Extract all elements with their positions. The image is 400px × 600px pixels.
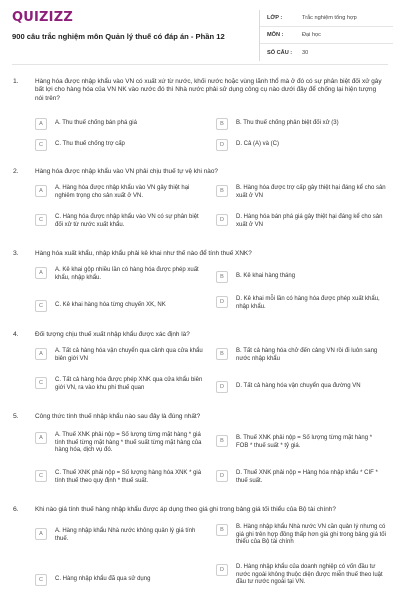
option-text: C. Hàng hóa được nhập khẩu vào VN có sự phân biệt đối xử từ nước xuất khẩu. bbox=[55, 214, 199, 228]
meta-value: 30 bbox=[302, 49, 309, 56]
meta-label: SỐ CÂU : bbox=[267, 49, 293, 56]
option-letter: D bbox=[216, 381, 228, 393]
question-number: 5. bbox=[13, 413, 19, 420]
option-letter: C bbox=[35, 377, 47, 389]
option-text: A. Thu thuế chống bán phá giá bbox=[55, 120, 137, 126]
question-text: Hàng hóa xuất khẩu, nhập khẩu phải kê khai như thế nào để tính thuế XNK? bbox=[35, 250, 252, 257]
option-a[interactable] bbox=[35, 432, 205, 455]
option-letter: B bbox=[216, 348, 228, 360]
question-number: 2. bbox=[13, 168, 19, 175]
option-text: D. Thuế XNK phải nộp = Hàng hóa nhập khẩu * CIF * thuế suất. bbox=[236, 470, 378, 484]
option-letter: A bbox=[35, 118, 47, 130]
option-letter: D bbox=[216, 564, 228, 576]
option-text: B. Hàng nhập khẩu Nhà nước VN cần quản lý nhưng có giá ghi trên hợp đồng thấp hơn giá ghi trong bảng giá tối thiểu của Bộ tài chính bbox=[236, 524, 386, 546]
option-text: C. Hàng nhập khẩu đã qua sử dụng bbox=[55, 576, 151, 582]
document-title: 900 câu trắc nghiệm môn Quản lý thuế có đáp án - Phần 12 bbox=[12, 32, 225, 41]
question-number: 4. bbox=[13, 331, 19, 338]
option-b[interactable] bbox=[216, 348, 386, 363]
option-letter: C bbox=[35, 214, 47, 226]
option-a[interactable] bbox=[35, 185, 205, 200]
question-text: Hàng hóa được nhập khẩu vào VN phải chịu thuế tự vệ khi nào? bbox=[35, 168, 218, 175]
option-text: D. Tất cả hàng hóa vận chuyển qua đường VN bbox=[236, 383, 361, 389]
option-c[interactable] bbox=[35, 470, 205, 485]
option-letter: A bbox=[35, 267, 47, 279]
option-c[interactable] bbox=[35, 377, 205, 392]
option-text: D. Kê khai mỗi lần có hàng hóa được phép xuất khẩu, nhập khẩu. bbox=[236, 296, 380, 310]
option-text: C. Kê khai hàng hóa từng chuyến XK, NK bbox=[55, 302, 166, 308]
question-number: 6. bbox=[13, 506, 19, 513]
option-text: B. Kê khai hàng tháng bbox=[236, 273, 296, 279]
question-text: Hàng hóa được nhập khẩu vào VN có xuất xứ từ nước, khối nước hoặc vùng lãnh thổ mà ở đó có sự phân biệt đối xử gây bất lợi cho hàng hóa của VN NK vào nước đó thì Nhà nước phải sử dụng công cụ nào dưới đây để chống lại hiện tượng nói trên? bbox=[35, 78, 382, 102]
option-letter: C bbox=[35, 139, 47, 151]
option-d[interactable] bbox=[216, 470, 386, 485]
option-b[interactable] bbox=[216, 524, 386, 547]
option-letter: D bbox=[216, 470, 228, 482]
option-d[interactable] bbox=[216, 296, 386, 311]
option-text: C. Thu thuế chống trợ cấp bbox=[55, 141, 125, 147]
option-letter: A bbox=[35, 528, 47, 540]
option-a[interactable] bbox=[35, 118, 205, 130]
question-number: 1. bbox=[13, 78, 19, 85]
option-letter: B bbox=[216, 271, 228, 283]
option-c[interactable] bbox=[35, 214, 205, 229]
option-letter: A bbox=[35, 432, 47, 444]
header-divider bbox=[12, 64, 388, 65]
meta-table bbox=[259, 10, 393, 61]
option-c[interactable] bbox=[35, 574, 205, 586]
meta-label: LỚP : bbox=[267, 15, 283, 21]
option-text: D. Hàng nhập khẩu của doanh nghiệp có vốn đầu tư nước ngoài không thuộc diện được miễn thuế theo luật đầu tư nước ngoài tại VN. bbox=[236, 564, 383, 586]
question-text: Công thức tính thuế nhập khẩu nào sau đây là đúng nhất? bbox=[35, 413, 201, 420]
option-text: B. Thu thuế chống phân biệt đối xử (3) bbox=[236, 120, 339, 126]
option-b[interactable] bbox=[216, 271, 386, 283]
option-text: B. Thuế XNK phải nộp = Số lượng từng mặt hàng * FOB * thuế suất * tỷ giá. bbox=[236, 435, 373, 449]
option-b[interactable] bbox=[216, 118, 386, 130]
option-text: A. Hàng nhập khẩu Nhà nước không quản lý giá tính thuế. bbox=[55, 528, 196, 542]
option-text: A. Tất cả hàng hóa vận chuyển qua cảnh qua cửa khẩu biên giới VN bbox=[55, 348, 203, 362]
meta-value: Đại học bbox=[302, 32, 321, 38]
option-a[interactable] bbox=[35, 267, 205, 282]
quizizz-logo: QUIZIZZ bbox=[12, 10, 73, 25]
option-text: B. Hàng hóa được trợ cấp gây thiệt hại đáng kể cho sản xuất ở VN bbox=[236, 185, 386, 199]
option-letter: B bbox=[216, 185, 228, 197]
option-text: D. Hàng hóa bán phá giá gây thiệt hại đáng kể cho sản xuất ở VN bbox=[236, 214, 383, 228]
option-text: A. Hàng hóa được nhập khẩu vào VN gây thiệt hại nghiêm trọng cho sản xuất ở VN. bbox=[55, 185, 190, 199]
option-text: A. Thuế XNK phải nộp = Số lượng từng mặt hàng * giá tính thuế từng mặt hàng * thuế suất từng mặt hàng của hàng hóa, dịch vụ đó. bbox=[55, 432, 202, 454]
option-a[interactable] bbox=[35, 348, 205, 363]
option-b[interactable] bbox=[216, 185, 386, 200]
option-letter: B bbox=[216, 435, 228, 447]
option-c[interactable] bbox=[35, 139, 205, 151]
page-header bbox=[0, 0, 400, 64]
meta-row-class bbox=[260, 10, 393, 27]
meta-value: Trắc nghiệm tổng hợp bbox=[302, 15, 357, 21]
option-c[interactable] bbox=[35, 300, 205, 312]
option-d[interactable] bbox=[216, 139, 386, 151]
option-letter: D bbox=[216, 139, 228, 151]
option-letter: A bbox=[35, 348, 47, 360]
option-d[interactable] bbox=[216, 214, 386, 229]
option-letter: B bbox=[216, 118, 228, 130]
meta-label: MÔN : bbox=[267, 32, 284, 38]
option-text: D. Cả (A) và (C) bbox=[236, 141, 280, 147]
option-letter: C bbox=[35, 300, 47, 312]
question-number: 3. bbox=[13, 250, 19, 257]
option-letter: D bbox=[216, 296, 228, 308]
option-d[interactable] bbox=[216, 564, 386, 587]
meta-row-count bbox=[260, 44, 393, 61]
option-text: C. Tất cả hàng hóa được phép XNK qua cửa khẩu biên giới VN, ra vào khu phi thuế quan bbox=[55, 377, 203, 391]
option-letter: C bbox=[35, 574, 47, 586]
question-text: Đối tượng chịu thuế xuất nhập khẩu được xác định là? bbox=[35, 331, 190, 338]
option-b[interactable] bbox=[216, 435, 386, 450]
option-a[interactable] bbox=[35, 528, 205, 543]
option-letter: A bbox=[35, 185, 47, 197]
option-d[interactable] bbox=[216, 381, 386, 393]
option-letter: C bbox=[35, 470, 47, 482]
meta-row-subject bbox=[260, 27, 393, 44]
option-letter: D bbox=[216, 214, 228, 226]
option-text: C. Thuế XNK phải nộp = Số lượng hàng hóa XNK * giá tính thuế theo quy định * thuế suất. bbox=[55, 470, 202, 484]
option-letter: B bbox=[216, 524, 228, 536]
option-text: B. Tất cả hàng hóa chở đến cảng VN rồi đi luôn sang nước nhập khẩu bbox=[236, 348, 378, 362]
option-text: A. Kê khai gộp nhiều lần có hàng hóa được phép xuất khẩu, nhập khẩu. bbox=[55, 267, 199, 281]
question-text: Khi nào giá tính thuế hàng nhập khẩu được áp dụng theo giá ghi trong bảng giá tối thiểu của Bộ tài chính? bbox=[35, 506, 336, 513]
